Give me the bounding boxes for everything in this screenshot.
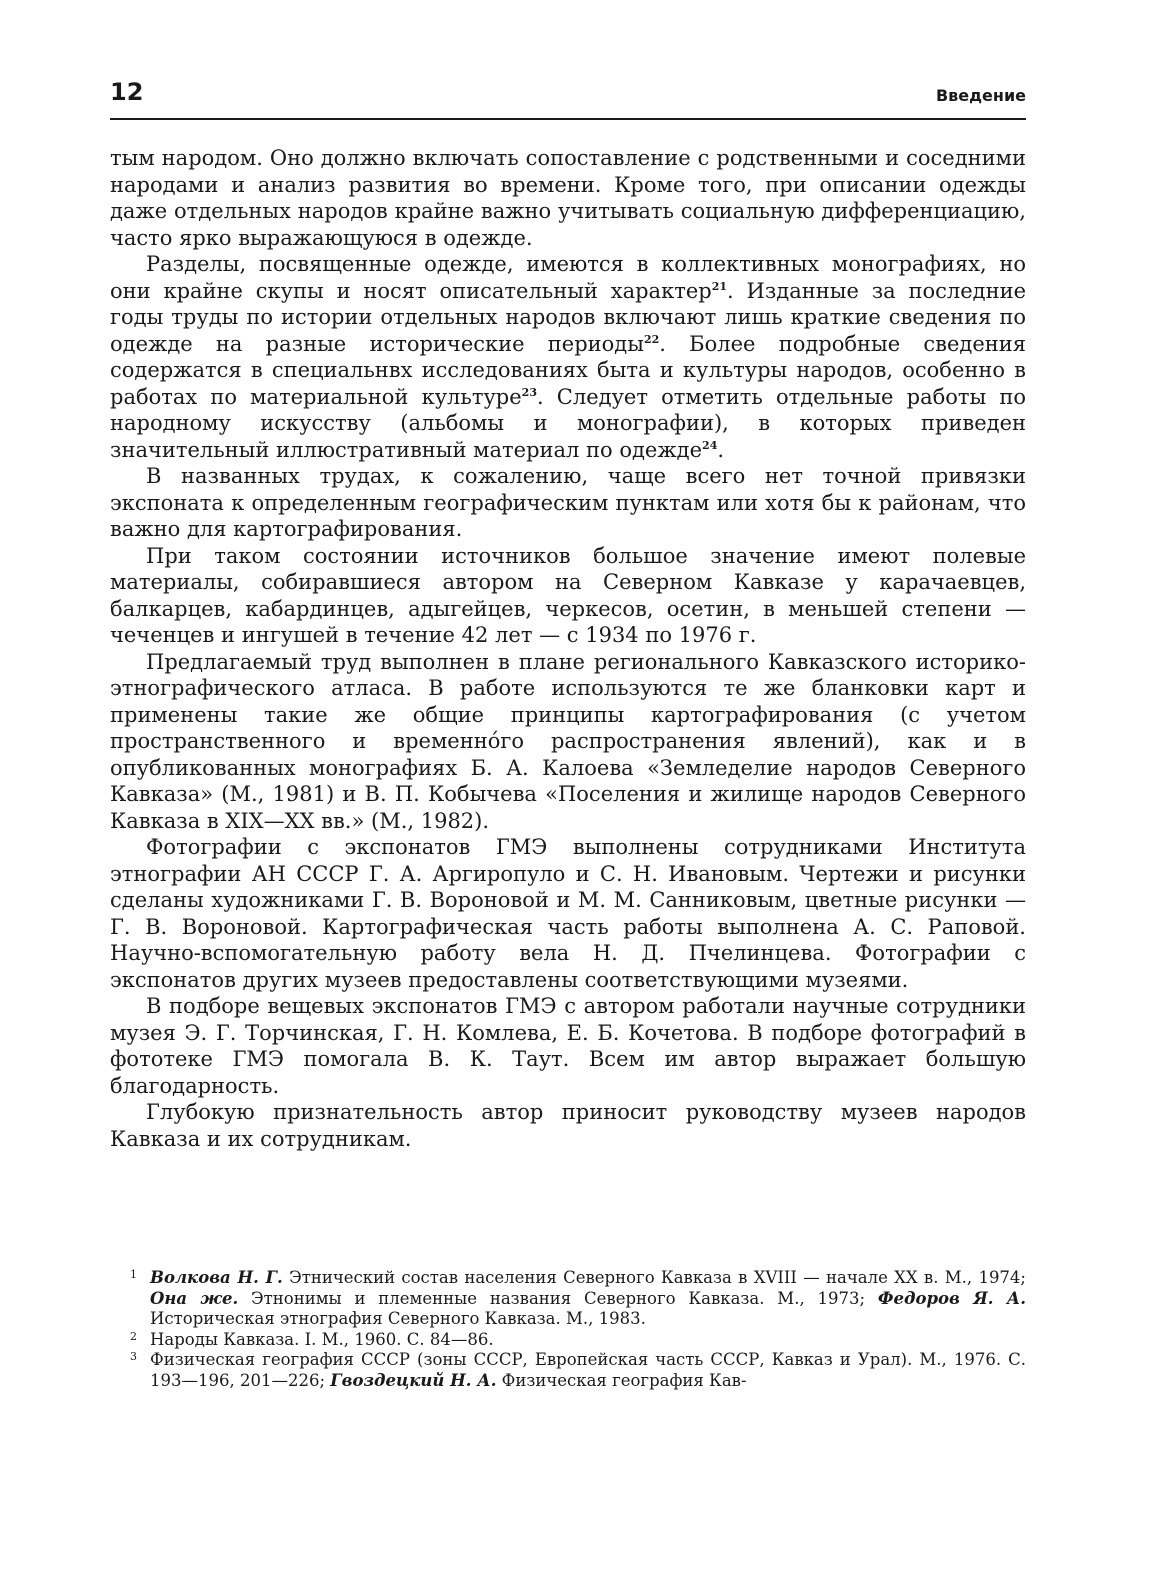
footnote-1-author-3: Федоров Я. А.: [877, 1288, 1026, 1308]
paragraph-2: [110, 251, 1026, 463]
paragraph-7: В подборе вещевых экспонатов ГМЭ с автором работали научные сотрудники музея Э. Г. Торчинская, Г. Н. Комлева, Е. Б. Кочетова. В подборе фотографий в фототеке ГМЭ помогала В. К. Таут. Всем им автор выражает большую благодарность.: [110, 994, 1026, 1098]
footnote-ref-24: 24: [702, 438, 718, 452]
main-text: [110, 145, 1026, 1152]
footnote-1-text-1: Этнический состав населения Северного Кавказа в XVIII — начале XX в. М., 1974;: [282, 1268, 1026, 1287]
paragraph-8: Глубокую признательность автор приносит руководству музеев народов Кавказа и их сотрудникам.: [110, 1100, 1026, 1151]
paragraph-2-part-d: . Следует отметить отдельные работы по народному искусству (альбомы и монографии), в которых приведен значительный иллюстративный материал по одежде: [110, 384, 1026, 462]
footnote-1-number: 1: [130, 1268, 137, 1281]
paragraph-2-part-b: . Изданные за последние годы труды по истории отдельных народов включают лишь краткие сведения по одежде на разные исторические периоды: [110, 278, 1027, 356]
footnote-3-text-2: Физическая география Кав-: [496, 1370, 747, 1390]
footnote-1-author-2: Она же.: [150, 1288, 239, 1308]
footnote-2-text: Народы Кавказа. I. М., 1960. С. 84—86.: [150, 1329, 494, 1349]
footnote-3-author: Гвоздецкий Н. А.: [330, 1370, 497, 1390]
footnote-ref-21: 21: [711, 279, 728, 293]
page-number: 12: [110, 78, 144, 106]
footnote-ref-22: 22: [643, 332, 660, 346]
paragraph-1: тым народом. Оно должно включать сопоставление с родственными и соседними народами и анализ развития во времени. Кроме того, при описании одежды даже отдельных народов крайне важно учитывать социальную дифференциацию, часто ярко выражающуюся в одежде.: [110, 146, 1026, 250]
footnote-3-text-1: Физическая география СССР (зоны СССР, Европейская часть СССР, Кавказ и Урал). М., 1976. С. 193—196, 201—226;: [150, 1350, 1026, 1390]
paragraph-4: При таком состоянии источников большое значение имеют полевые материалы, собиравшиеся автором на Северном Кавказе у карачаевцев, балкарцев, кабардинцев, адыгейцев, черкесов, осетин, в меньшей степени — чеченцев и ингушей в течение 42 лет — с 1934 по 1976 г.: [110, 543, 1026, 647]
paragraph-6: Фотографии с экспонатов ГМЭ выполнены сотрудниками Института этнографии АН СССР Г. А. Аргиропуло и С. Н. Ивановым. Чертежи и рисунки сделаны художниками Г. В. Вороновой и М. М. Санниковым, цветные рисунки — Г. В. Вороновой. Картографическая часть работы выполнена А. С. Раповой. Научно-вспомогательную работу вела Н. Д. Пчелинцева. Фотографии с экспонатов других музеев предоставлены соответствующими музеями.: [110, 835, 1026, 992]
footnotes: [130, 1268, 1026, 1391]
paragraph-2-part-a: Разделы, посвященные одежде, имеются в коллективных монографиях, но они крайне скупы и носят описательный характер: [110, 252, 1026, 303]
footnote-2: [130, 1330, 1026, 1351]
footnote-3-number: 3: [130, 1350, 137, 1363]
footnote-1: [130, 1268, 1026, 1330]
paragraph-2-part-c: . Более подробные сведения содержатся в специальнвх исследованиях быта и культуры народов, особенно в работах по материальной культуре: [110, 331, 1026, 409]
running-title: Введение: [935, 86, 1026, 105]
footnote-ref-23: 23: [521, 385, 537, 399]
footnote-1-text-2: Этнонимы и племенные названия Северного Кавказа. М., 1973;: [238, 1288, 878, 1308]
paragraph-2-part-e: .: [717, 437, 725, 462]
footnote-1-author-1: Волкова Н. Г.: [150, 1268, 283, 1287]
footnote-2-number: 2: [130, 1329, 137, 1343]
footnote-3: [130, 1350, 1026, 1391]
footnote-1-text-3: Историческая этнография Северного Кавказа. М., 1983.: [150, 1309, 646, 1328]
page-header: [110, 78, 1026, 120]
paragraph-3: В названных трудах, к сожалению, чаще всего нет точной привязки экспоната к определенным географическим пунктам или хотя бы к районам, что важно для картографирования.: [110, 464, 1026, 541]
paragraph-5: Предлагаемый труд выполнен в плане регионального Кавказского историко-этнографического атласа. В работе используются те же бланковки карт и применены такие же общие принципы картографирования (с учетом пространственного и временнóго распространения явлений), как и в опубликованных монографиях Б. А. Калоева «Земледелие народов Северного Кавказа» (М., 1981) и В. П. Кобычева «Поселения и жилище народов Северного Кавказа в XIX—XX вв.» (М., 1982).: [110, 649, 1026, 833]
